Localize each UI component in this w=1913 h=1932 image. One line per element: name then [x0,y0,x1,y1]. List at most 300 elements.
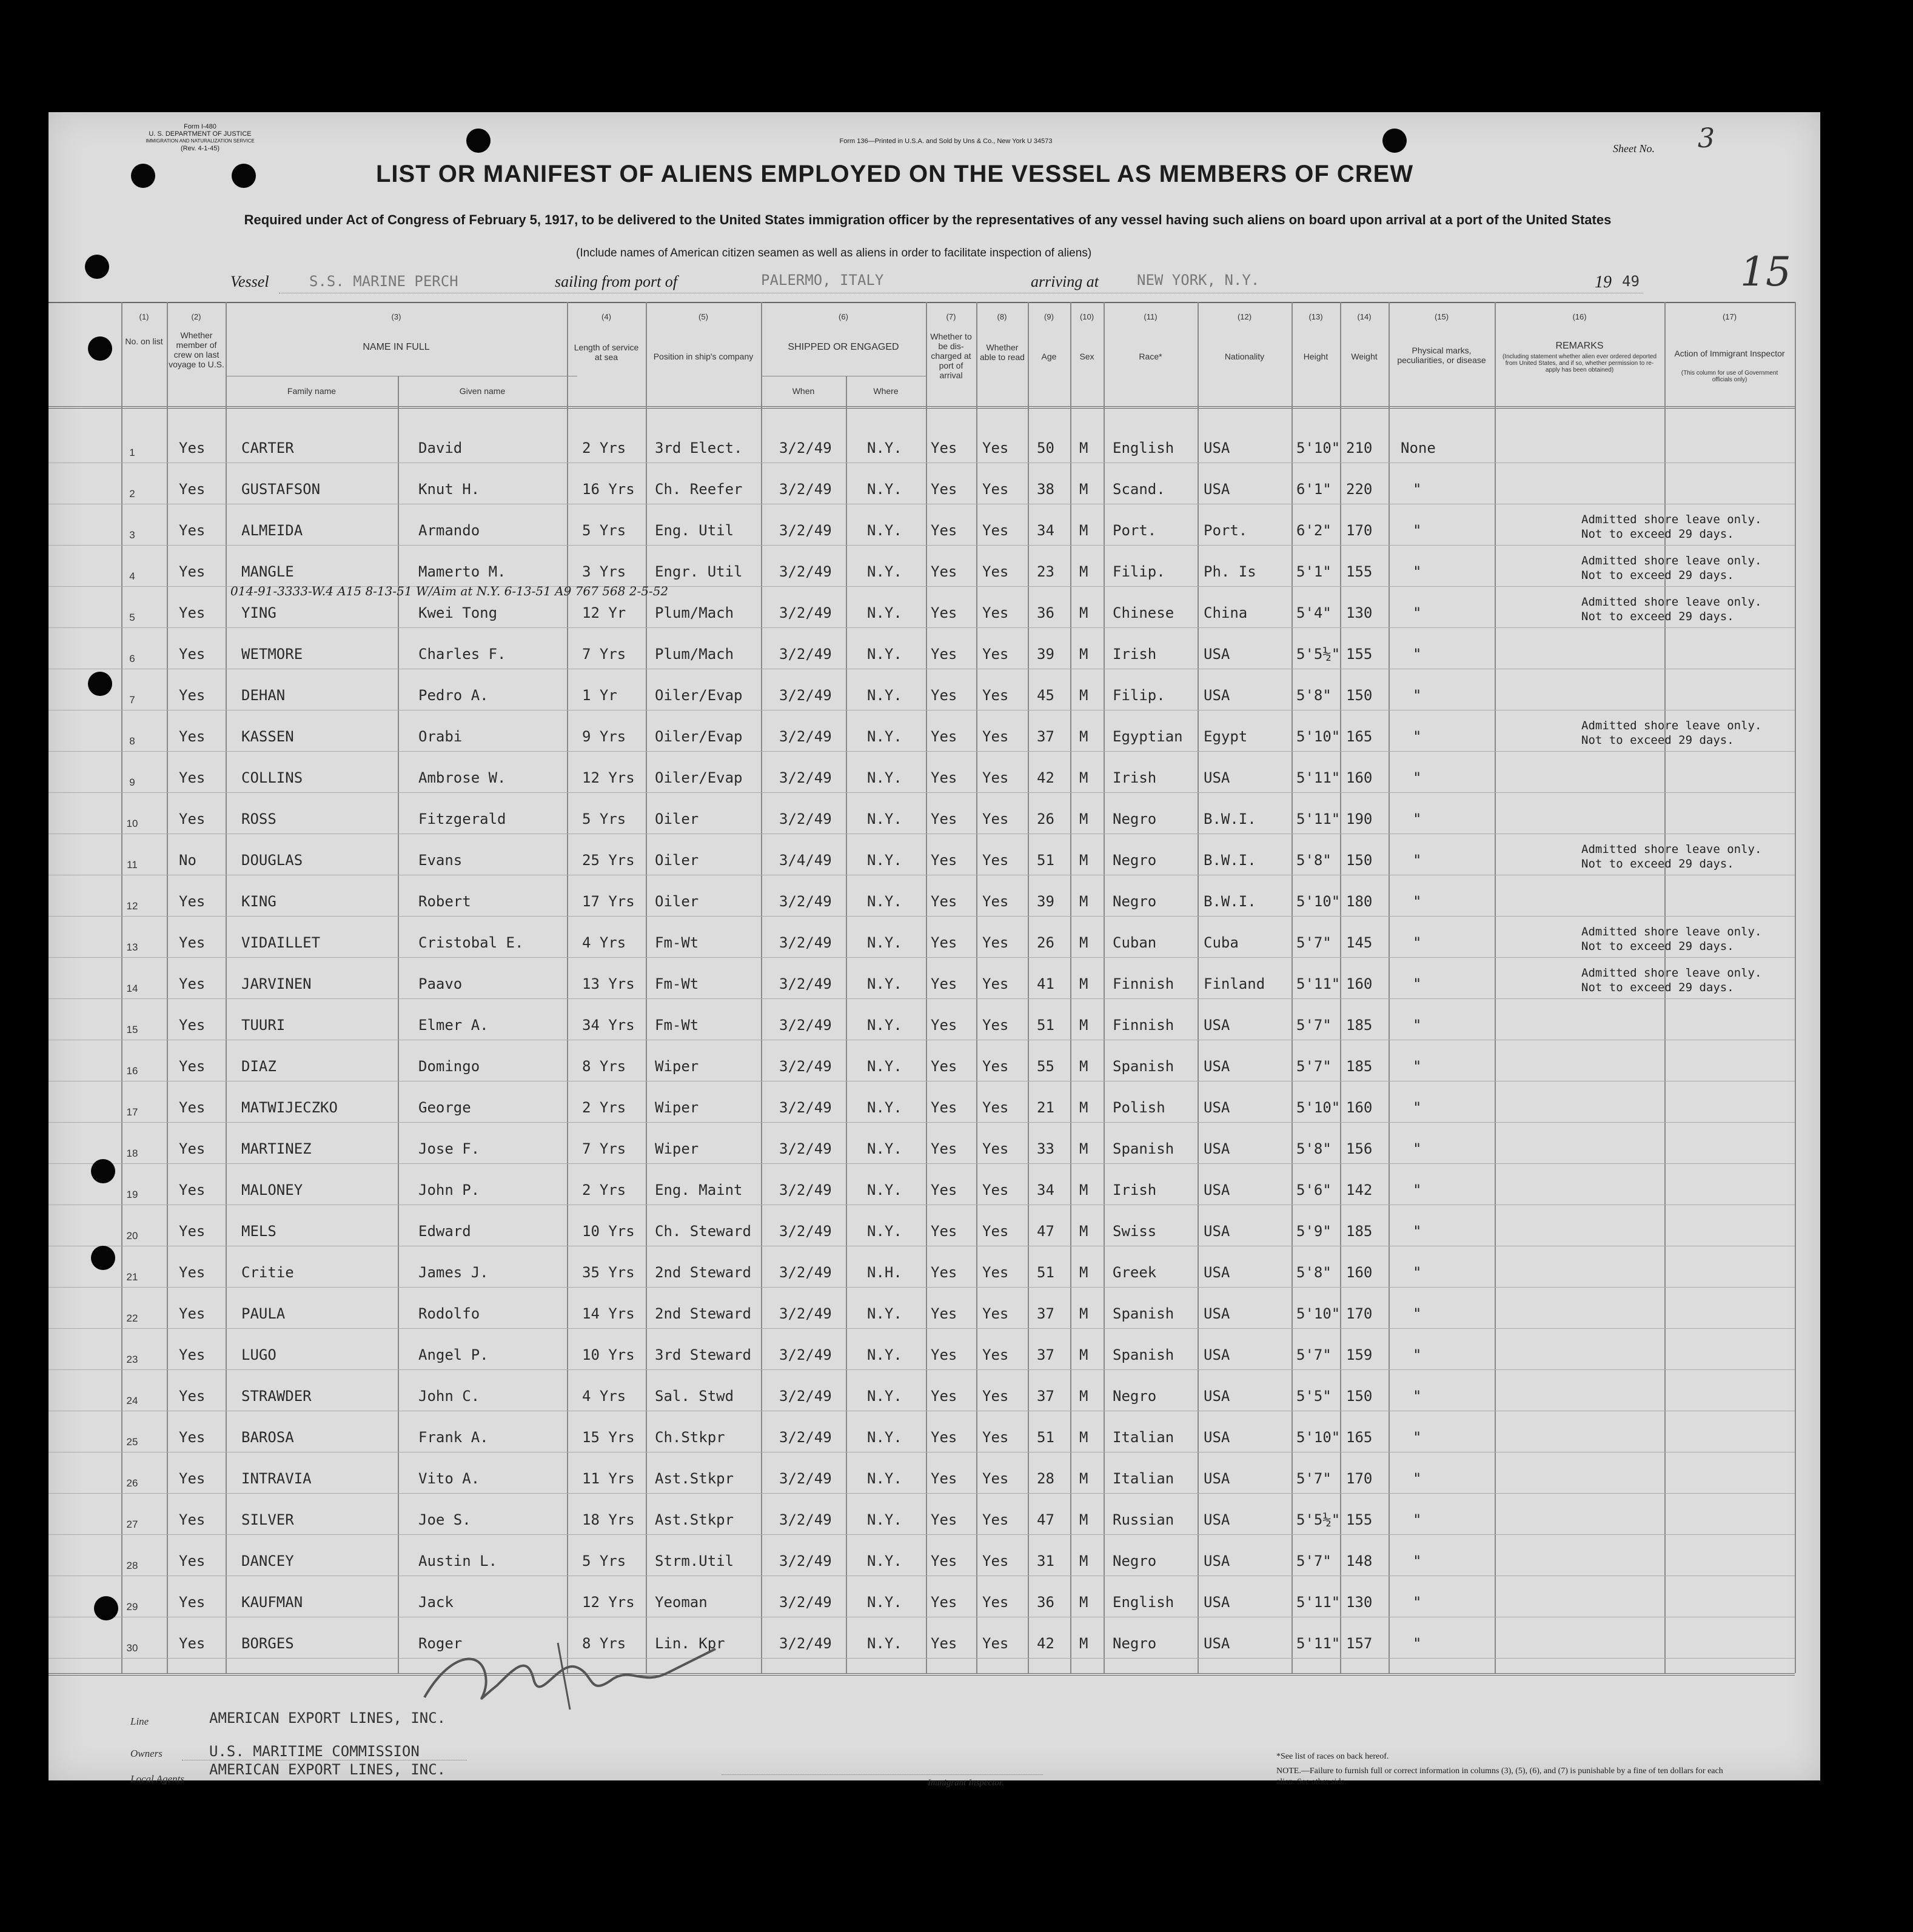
cell-height: 5'9" [1296,1223,1332,1240]
cell-marks: " [1413,1346,1422,1363]
sheet-number: 3 [1698,123,1715,154]
cell-weight: 150 [1346,1388,1373,1405]
row-number: 6 [129,653,135,664]
cell-nationality: USA [1204,769,1230,786]
cell-age: 34 [1037,1182,1054,1198]
cell-service: 8 Yrs [582,1635,626,1652]
colnum-7: (7) [946,312,956,321]
row-number: 10 [126,818,138,829]
cell-race: Swiss [1113,1223,1157,1240]
penalty-note: NOTE.—Failure to furnish full or correct information in columns (3), (5), (6), and (7) is punishable by a fine of ten dollars for each alien. See other side. [1276,1767,1723,1787]
cell-service: 1 Yr [582,687,617,704]
footer-owners: U.S. MARITIME COMMISSION [209,1743,420,1760]
cell-read: Yes [982,1429,1009,1446]
cell-position: Oiler [655,811,699,827]
cell-family-name: DEHAN [241,687,286,704]
cell-where: N.Y. [867,1182,902,1198]
cell-age: 41 [1037,975,1054,992]
cell-nationality: USA [1204,1511,1230,1528]
col-head-name: NAME IN FULL [363,342,430,352]
cell-when: 3/2/49 [779,440,832,456]
cell-read: Yes [982,440,1009,456]
service: IMMIGRATION AND NATURALIZATION SERVICE [146,138,255,144]
cell-position: Ast.Stkpr [655,1511,734,1528]
cell-read: Yes [982,1635,1009,1652]
cell-discharged: Yes [931,1140,957,1157]
cell-service: 9 Yrs [582,728,626,745]
cell-prev-voyage: Yes [179,1635,206,1652]
form-rev: (Rev. 4-1-45) [181,145,219,152]
cell-height: 6'2" [1296,522,1332,539]
binder-hole [88,672,112,696]
cell-given-name: Rodolfo [418,1305,480,1322]
cell-family-name: GUSTAFSON [241,481,321,498]
cell-given-name: James J. [418,1264,489,1281]
cell-race: Italian [1113,1470,1174,1487]
cell-prev-voyage: Yes [179,440,206,456]
colnum-4: (4) [601,312,611,321]
col-divider-3b [398,376,399,1673]
cell-discharged: Yes [931,1058,957,1075]
col-head-prev: Whether member of crew on last voyage to U.S. [169,330,224,369]
binder-hole [85,255,109,279]
cell-read: Yes [982,1223,1009,1240]
cell-position: Plum/Mach [655,646,734,663]
cell-family-name: TUURI [241,1017,286,1034]
cell-nationality: USA [1204,1223,1230,1240]
colnum-16: (16) [1572,312,1587,321]
form-number: Form I-480 [184,123,216,130]
cell-prev-voyage: Yes [179,604,206,621]
cell-prev-voyage: Yes [179,893,206,910]
footer-line-label: Line [130,1716,149,1727]
cell-service: 4 Yrs [582,934,626,951]
col-divider-2 [167,302,168,1673]
colnum-6: (6) [839,312,848,321]
cell-race: Finnish [1113,1017,1174,1034]
cell-service: 13 Yrs [582,975,635,992]
cell-given-name: Vito A. [418,1470,480,1487]
cell-nationality: USA [1204,1305,1230,1322]
cell-when: 3/2/49 [779,604,832,621]
cell-height: 5'8" [1296,687,1332,704]
cell-service: 10 Yrs [582,1346,635,1363]
cell-prev-voyage: Yes [179,1346,206,1363]
cell-marks: " [1413,1635,1422,1652]
cell-sex: M [1079,646,1088,663]
remark-shore-leave: Admitted shore leave only. Not to exceed 29 days. [1581,719,1762,747]
sailing-port: PALERMO, ITALY [761,272,884,289]
cell-race: Negro [1113,852,1157,869]
cell-sex: M [1079,1388,1088,1405]
cell-sex: M [1079,1635,1088,1652]
row-rule [49,1493,1795,1494]
cell-age: 36 [1037,604,1054,621]
cell-given-name: David [418,440,463,456]
cell-position: 3rd Elect. [655,440,743,456]
cell-when: 3/2/49 [779,1140,832,1157]
cell-family-name: DOUGLAS [241,852,303,869]
cell-age: 50 [1037,440,1054,456]
cell-age: 45 [1037,687,1054,704]
cell-race: Greek [1113,1264,1157,1281]
form-subtitle: Required under Act of Congress of February 5, 1917, to be delivered to the United States immigration officer by the representatives of any vessel having such aliens on board upon arrival at a port of the United States [244,212,1612,227]
cell-weight: 130 [1346,604,1373,621]
cell-read: Yes [982,563,1009,580]
cell-nationality: Finland [1204,975,1265,992]
table-bottom-rule [49,1673,1795,1676]
footer-agents: AMERICAN EXPORT LINES, INC. [209,1761,446,1778]
col-divider-5 [646,302,647,1673]
cell-discharged: Yes [931,1017,957,1034]
cell-position: Lin. Kpr [655,1635,725,1652]
cell-when: 3/4/49 [779,852,832,869]
cell-read: Yes [982,1058,1009,1075]
cell-age: 38 [1037,481,1054,498]
cell-race: English [1113,1594,1174,1611]
cell-read: Yes [982,852,1009,869]
cell-age: 51 [1037,1017,1054,1034]
cell-service: 2 Yrs [582,1182,626,1198]
cell-prev-voyage: Yes [179,769,206,786]
cell-height: 5'6" [1296,1182,1332,1198]
cell-sex: M [1079,1264,1088,1281]
cell-when: 3/2/49 [779,1182,832,1198]
col-head-height: Height [1303,352,1328,361]
cell-when: 3/2/49 [779,769,832,786]
cell-discharged: Yes [931,1346,957,1363]
cell-where: N.Y. [867,728,902,745]
cell-nationality: USA [1204,1470,1230,1487]
form-title: LIST OR MANIFEST OF ALIENS EMPLOYED ON THE VESSEL AS MEMBERS OF CREW [376,161,1414,187]
table-top-rule [49,302,1795,303]
cell-marks: " [1413,728,1422,745]
cell-marks: " [1413,1388,1422,1405]
cell-race: Spanish [1113,1058,1174,1075]
cell-nationality: China [1204,604,1248,621]
col-head-service: Length of service at sea [574,343,639,362]
cell-prev-voyage: Yes [179,1017,206,1034]
cell-service: 10 Yrs [582,1223,635,1240]
cell-position: 2nd Steward [655,1264,751,1281]
cell-sex: M [1079,811,1088,827]
cell-read: Yes [982,646,1009,663]
cell-age: 37 [1037,728,1054,745]
row-number: 16 [126,1065,138,1077]
cell-family-name: LUGO [241,1346,276,1363]
cell-marks: " [1413,604,1422,621]
cell-read: Yes [982,1553,1009,1569]
footer-owners-label: Owners [130,1748,162,1759]
cell-discharged: Yes [931,604,957,621]
cell-service: 5 Yrs [582,522,626,539]
row-number: 22 [126,1312,138,1324]
cell-discharged: Yes [931,1388,957,1405]
cell-discharged: Yes [931,1099,957,1116]
cell-nationality: B.W.I. [1204,893,1256,910]
row-number: 20 [126,1230,138,1242]
col-head-no: No. on list [125,336,163,346]
cell-weight: 155 [1346,1511,1373,1528]
cell-race: Negro [1113,1553,1157,1569]
row-number: 29 [126,1601,138,1613]
cell-weight: 170 [1346,1470,1373,1487]
cell-race: Negro [1113,893,1157,910]
cell-family-name: SILVER [241,1511,294,1528]
colnum-15: (15) [1434,312,1449,321]
cell-when: 3/2/49 [779,1594,832,1611]
cell-marks: " [1413,1594,1422,1611]
remark-shore-leave: Admitted shore leave only. Not to exceed 29 days. [1581,595,1762,623]
cell-service: 34 Yrs [582,1017,635,1034]
cell-race: Irish [1113,646,1157,663]
row-rule [49,1534,1795,1535]
cell-height: 5'5½" [1296,1511,1341,1528]
cell-weight: 155 [1346,646,1373,663]
cell-given-name: Cristobal E. [418,934,524,951]
cell-nationality: USA [1204,440,1230,456]
col-head-marks: Physical marks, peculiarities, or disease [1397,346,1486,365]
cell-read: Yes [982,1305,1009,1322]
cell-nationality: Cuba [1204,934,1239,951]
col-divider-7 [926,302,927,1673]
col-head-given: Given name [459,386,506,396]
cell-race: Negro [1113,1388,1157,1405]
cell-sex: M [1079,481,1088,498]
remark-shore-leave: Admitted shore leave only. Not to exceed 29 days. [1581,966,1762,994]
cell-family-name: JARVINEN [241,975,312,992]
cell-height: 5'8" [1296,1140,1332,1157]
cell-age: 51 [1037,1429,1054,1446]
cell-age: 55 [1037,1058,1054,1075]
cell-weight: 170 [1346,522,1373,539]
row-rule [49,1658,1795,1659]
cell-where: N.Y. [867,1594,902,1611]
cell-service: 5 Yrs [582,811,626,827]
cell-prev-voyage: Yes [179,1388,206,1405]
cell-when: 3/2/49 [779,1346,832,1363]
cell-age: 51 [1037,1264,1054,1281]
cell-prev-voyage: Yes [179,1264,206,1281]
cell-discharged: Yes [931,1553,957,1569]
year-prefix: 19 [1595,273,1612,292]
row-number: 14 [126,983,138,994]
cell-given-name: Austin L. [418,1553,498,1569]
row-number: 9 [129,777,135,788]
cell-family-name: DANCEY [241,1553,294,1569]
vessel-name: S.S. MARINE PERCH [309,273,458,290]
col-head-discharged: Whether to be dis-charged at port of arrival [930,332,972,380]
binder-hole [91,1246,115,1270]
cell-prev-voyage: Yes [179,563,206,580]
cell-weight: 185 [1346,1223,1373,1240]
cell-position: Fm-Wt [655,975,699,992]
cell-sex: M [1079,1511,1088,1528]
cell-race: Filip. [1113,563,1165,580]
cell-service: 7 Yrs [582,1140,626,1157]
cell-where: N.Y. [867,1223,902,1240]
cell-family-name: INTRAVIA [241,1470,312,1487]
cell-read: Yes [982,1182,1009,1198]
cell-marks: " [1413,1429,1422,1446]
cell-prev-voyage: Yes [179,1099,206,1116]
cell-family-name: YING [241,604,276,621]
cell-age: 47 [1037,1511,1054,1528]
cell-read: Yes [982,1264,1009,1281]
row-number: 4 [129,570,135,582]
cell-height: 5'8" [1296,852,1332,869]
cell-when: 3/2/49 [779,1429,832,1446]
row-rule [49,627,1795,628]
cell-age: 39 [1037,893,1054,910]
col-head-nationality: Nationality [1224,352,1265,361]
cell-family-name: ROSS [241,811,276,827]
cell-where: N.Y. [867,563,902,580]
cell-sex: M [1079,1223,1088,1240]
col-head-sex: Sex [1079,352,1094,361]
row-number: 24 [126,1395,138,1406]
cell-when: 3/2/49 [779,1511,832,1528]
cell-where: N.Y. [867,1635,902,1652]
cell-weight: 165 [1346,1429,1373,1446]
col-divider-9 [1028,302,1029,1673]
cell-height: 5'7" [1296,934,1332,951]
row-number: 23 [126,1354,138,1365]
cell-service: 5 Yrs [582,1553,626,1569]
cell-weight: 165 [1346,728,1373,745]
cell-prev-voyage: Yes [179,1182,206,1198]
cell-marks: " [1413,852,1422,869]
cell-weight: 185 [1346,1017,1373,1034]
cell-family-name: MELS [241,1223,276,1240]
cell-family-name: DIAZ [241,1058,276,1075]
cell-given-name: Frank A. [418,1429,489,1446]
cell-marks: " [1413,1553,1422,1569]
cell-discharged: Yes [931,975,957,992]
cell-height: 5'11" [1296,811,1341,827]
cell-position: Sal. Stwd [655,1388,734,1405]
cell-marks: " [1413,1017,1422,1034]
row-number: 5 [129,612,135,623]
colnum-3: (3) [391,312,401,321]
cell-read: Yes [982,769,1009,786]
cell-nationality: USA [1204,1058,1230,1075]
cell-sex: M [1079,522,1088,539]
cell-height: 5'10" [1296,1429,1341,1446]
cell-service: 3 Yrs [582,563,626,580]
col-divider-11 [1104,302,1105,1673]
cell-read: Yes [982,1140,1009,1157]
cell-sex: M [1079,1182,1088,1198]
row-number: 13 [126,941,138,953]
cell-discharged: Yes [931,481,957,498]
cell-position: Strm.Util [655,1553,734,1569]
col-head-family: Family name [287,386,337,396]
row-number: 28 [126,1560,138,1571]
cell-marks: " [1413,687,1422,704]
cell-race: Irish [1113,1182,1157,1198]
cell-weight: 155 [1346,563,1373,580]
row-number: 2 [129,488,135,500]
cell-discharged: Yes [931,687,957,704]
cell-position: Oiler/Evap [655,728,743,745]
printer-line: Form 136—Printed in U.S.A. and Sold by Uns & Co., New York U 34573 [839,138,1053,145]
cell-age: 42 [1037,1635,1054,1652]
cell-when: 3/2/49 [779,563,832,580]
cell-given-name: Jose F. [418,1140,480,1157]
cell-given-name: Domingo [418,1058,480,1075]
cell-where: N.Y. [867,522,902,539]
cell-height: 5'11" [1296,975,1341,992]
cell-age: 47 [1037,1223,1054,1240]
cell-height: 5'10" [1296,893,1341,910]
cell-given-name: George [418,1099,471,1116]
cell-read: Yes [982,1511,1009,1528]
cell-discharged: Yes [931,893,957,910]
cell-when: 3/2/49 [779,687,832,704]
manifest-sheet [49,112,1820,1788]
cell-discharged: Yes [931,769,957,786]
cell-family-name: COLLINS [241,769,303,786]
cell-sex: M [1079,1429,1088,1446]
row-number: 17 [126,1106,138,1118]
cell-prev-voyage: Yes [179,1223,206,1240]
cell-weight: 148 [1346,1553,1373,1569]
cell-marks: None [1401,440,1436,456]
cell-prev-voyage: Yes [179,975,206,992]
cell-weight: 157 [1346,1635,1373,1652]
cell-read: Yes [982,1594,1009,1611]
row-number: 7 [129,694,135,706]
cell-age: 34 [1037,522,1054,539]
cell-sex: M [1079,728,1088,745]
cell-service: 35 Yrs [582,1264,635,1281]
cell-race: Spanish [1113,1140,1174,1157]
cell-weight: 150 [1346,852,1373,869]
row-rule [49,998,1795,999]
cell-given-name: Jack [418,1594,454,1611]
cell-given-name: Knut H. [418,481,480,498]
cell-height: 5'5" [1296,1388,1332,1405]
remark-shore-leave: Admitted shore leave only. Not to exceed 29 days. [1581,843,1762,871]
cell-where: N.Y. [867,646,902,663]
cell-given-name: Elmer A. [418,1017,489,1034]
cell-marks: " [1413,1223,1422,1240]
cell-where: N.Y. [867,1346,902,1363]
cell-position: Oiler [655,893,699,910]
cell-discharged: Yes [931,934,957,951]
cell-where: N.Y. [867,604,902,621]
arrival-port: NEW YORK, N.Y. [1137,272,1260,289]
row4-annotation: 014-91-3333-W.4 A15 8-13-51 W/Aim at N.Y. 6-13-51 A9 767 568 2-5-52 [230,584,669,598]
year: 49 [1622,273,1640,290]
form-block [121,123,279,152]
row-rule [49,1163,1795,1164]
row-rule [49,792,1795,793]
col-divider-4 [567,302,568,1673]
department: U. S. DEPARTMENT OF JUSTICE [149,130,252,138]
cell-weight: 170 [1346,1305,1373,1322]
cell-sex: M [1079,1553,1088,1569]
cell-position: Oiler/Evap [655,769,743,786]
cell-position: 2nd Steward [655,1305,751,1322]
cell-race: Filip. [1113,687,1165,704]
cell-sex: M [1079,1099,1088,1116]
cell-position: Wiper [655,1058,699,1075]
binder-hole [88,336,112,361]
cell-discharged: Yes [931,728,957,745]
cell-when: 3/2/49 [779,975,832,992]
